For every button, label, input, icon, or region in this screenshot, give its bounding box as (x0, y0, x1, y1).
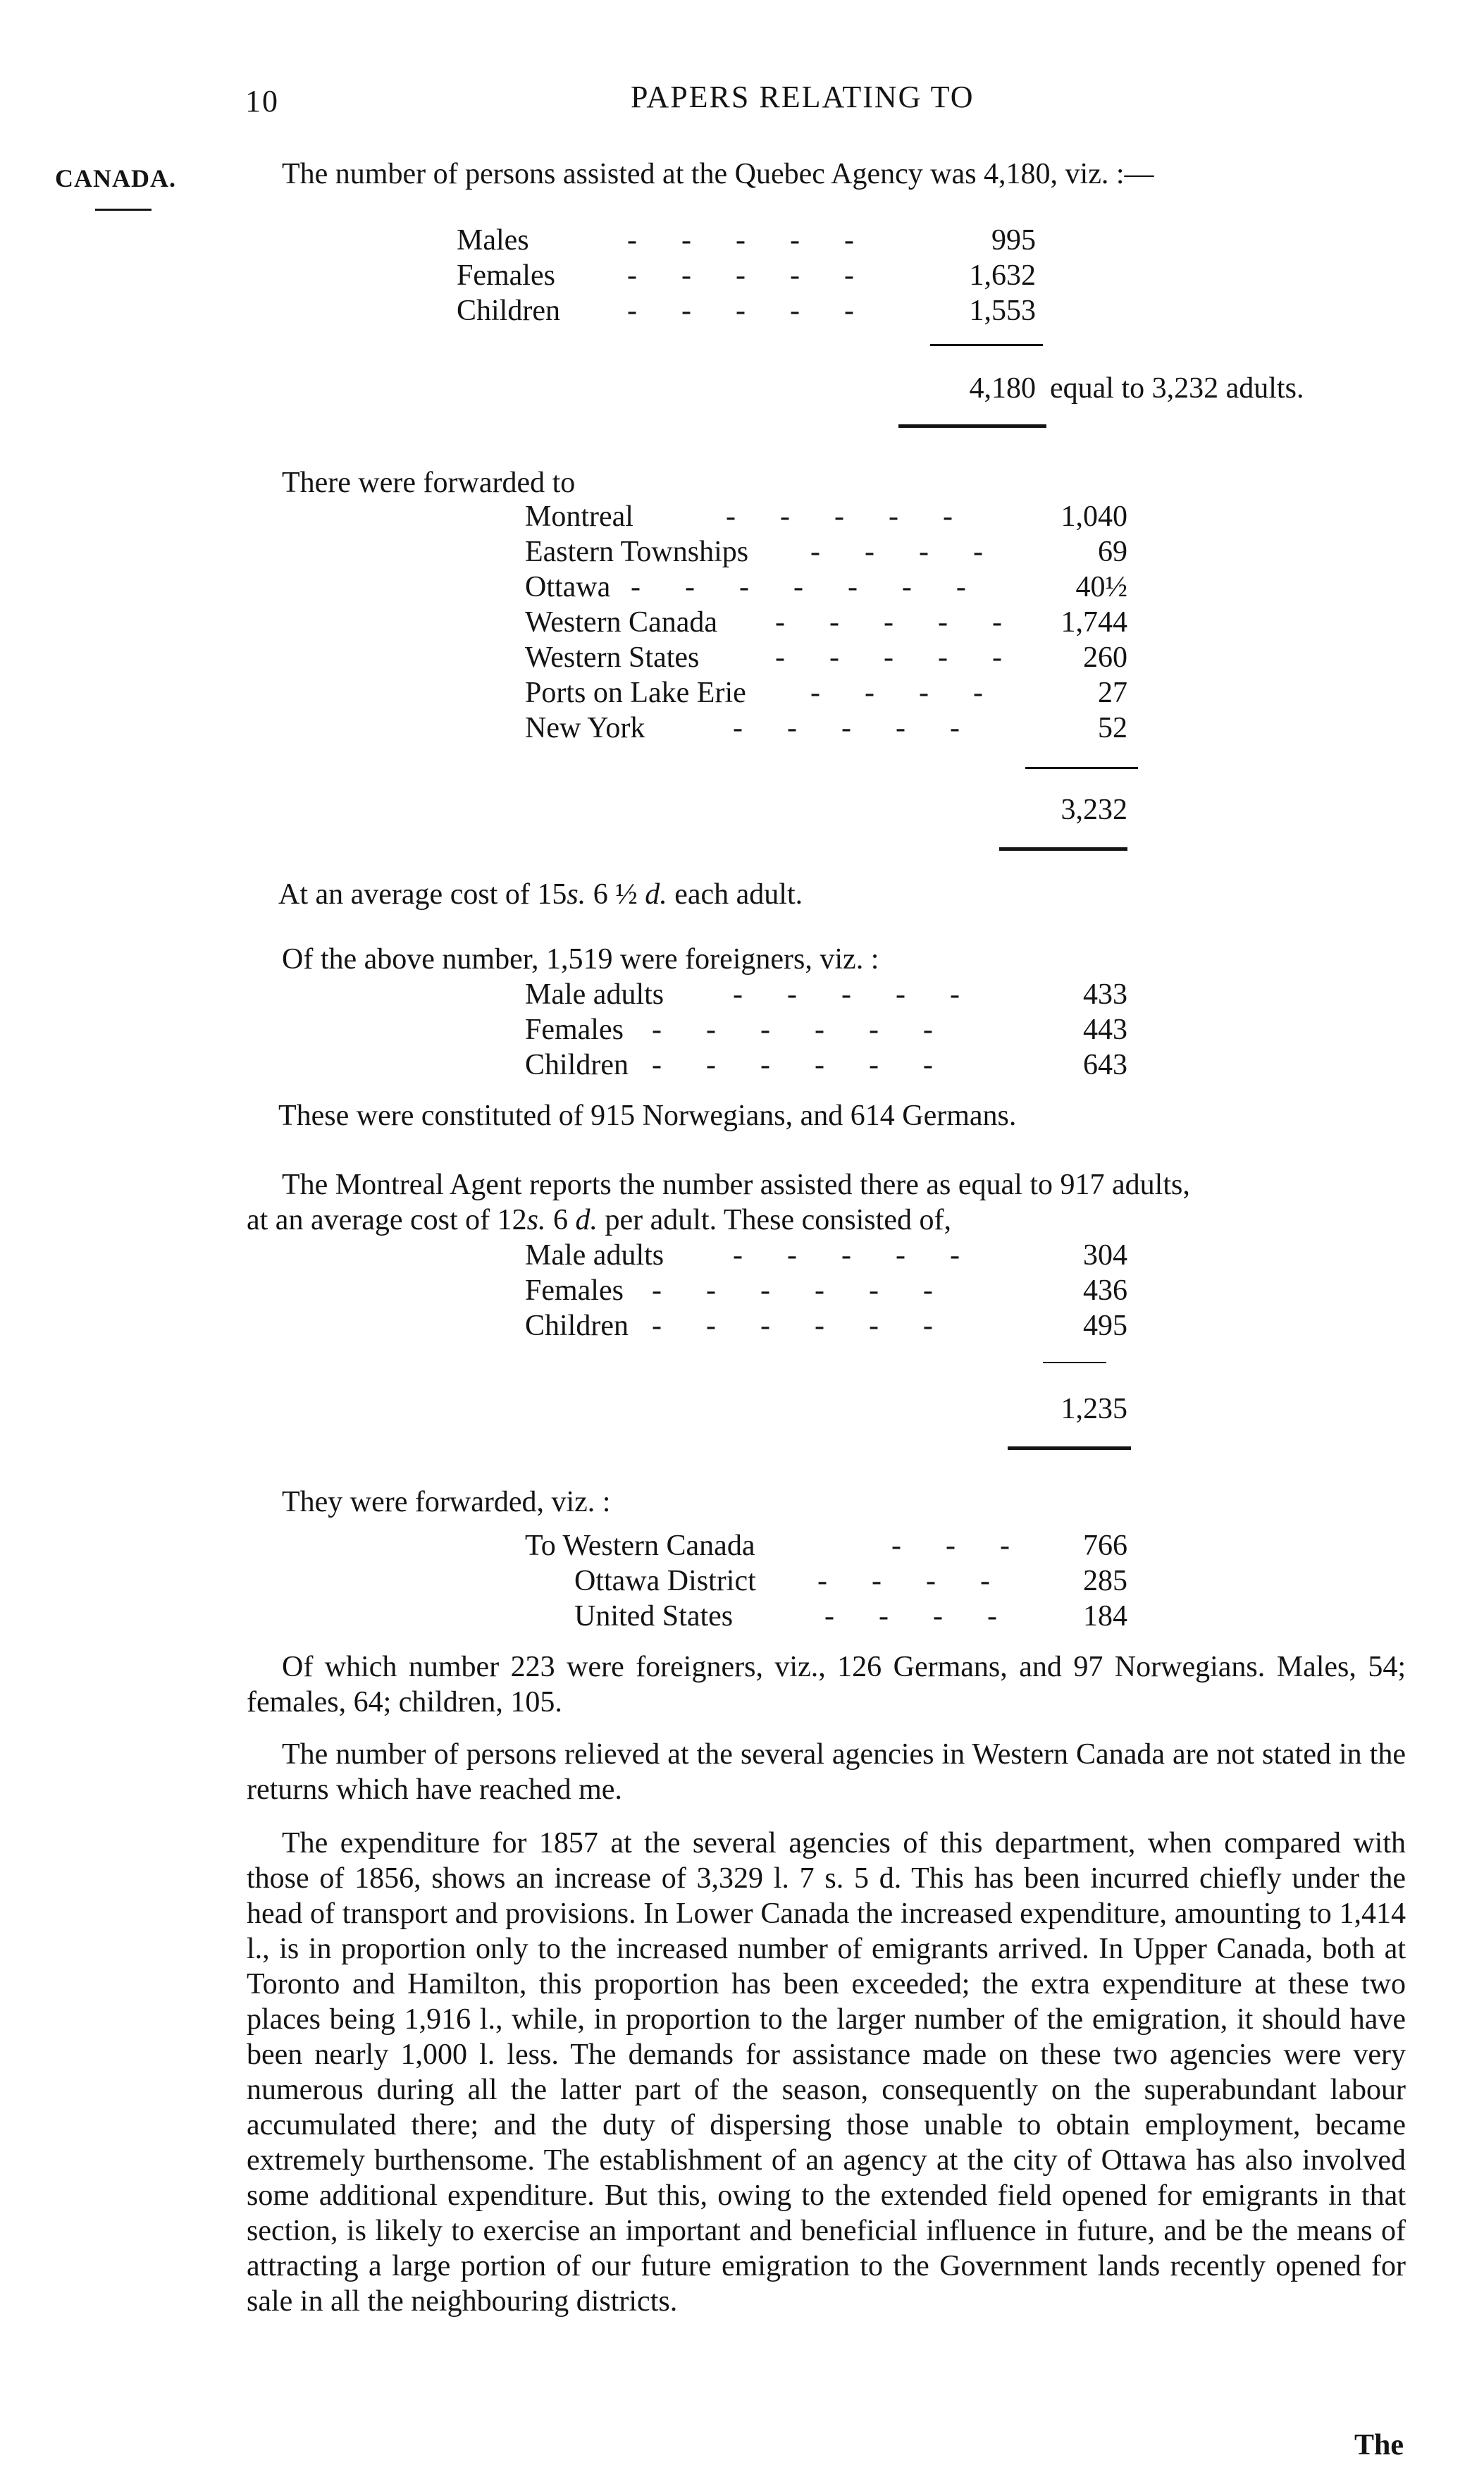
table-row-value: 495 (1083, 1310, 1127, 1342)
table-row-value: 260 (1083, 641, 1127, 674)
table-row-value: 69 (1098, 536, 1127, 568)
leader-dashes: - - - (891, 1530, 1010, 1562)
average-cost-line: At an average cost of 15s. 6 ½ d. each adult. (278, 878, 803, 911)
table-row-label: Females (525, 1014, 624, 1046)
table-row-value: 643 (1083, 1049, 1127, 1081)
leader-dashes: - - - - - - (652, 1274, 933, 1307)
table-row-value: 433 (1083, 978, 1127, 1011)
side-note: CANADA. (55, 164, 176, 192)
leader-dashes: - - - - - - (652, 1310, 933, 1342)
sum-rule (1043, 1362, 1106, 1363)
table-row-label: Males (457, 224, 529, 257)
paragraph-expenditure: The expenditure for 1857 at the several agencies of this department, when compared with those of 1856, shows an increase of 3,329 l. 7 s. 5 d. This has been incurred chiefly under the head of transport and provisions. In Lower Canada the increased expenditure, amounting to 1,414 l., is in proportion only to the increased number of emigrants arrived. In Upper Canada, both at Toronto and Hamilton, this proportion has been exceeded; the extra expenditure at these two places being 1,916 l., while, in proportion to the larger number of the emigration, it should have been nearly 1,000 l. less. The demands for assistance made on these two agencies were very numerous during all the latter part of the season, consequently on the superabundant labour accumulated there; and the duty of dispersing those unable to obtain employment, became extremely burthensome. The establishment of an agency at the city of Ottawa has also involved some additional expenditure. But this, owing to the extended field opened for emigrants in that section, is likely to exercise an important and beneficial influence in future, and be the means of attracting a large portion of our future emigration to the Government lands recently opened for sale in all the neighbouring districts. (247, 1827, 1406, 2318)
table-row-label: To Western Canada (525, 1530, 755, 1562)
sum-rule (930, 344, 1043, 346)
table-row-label: New York (525, 712, 645, 744)
table-row-label: Ottawa District (574, 1565, 756, 1597)
leader-dashes: - - - - - (733, 978, 960, 1011)
table-row-value: 304 (1083, 1239, 1127, 1272)
leader-dashes: - - - - - (775, 606, 1002, 639)
leader-dashes: - - - - - - (652, 1014, 933, 1046)
table-row-label: Montreal (525, 500, 633, 533)
table-row-value: 443 (1083, 1014, 1127, 1046)
table-total-value: 3,232 (1061, 794, 1127, 826)
table-row-label: Western Canada (525, 606, 717, 639)
table-total-value: 1,235 (1061, 1393, 1127, 1425)
forwarded2-intro: They were forwarded, viz. : (282, 1486, 611, 1518)
table-row-value: 40½ (1075, 571, 1127, 603)
forwarded-intro: There were forwarded to (282, 467, 576, 499)
leader-dashes: - - - - - - - (631, 571, 966, 603)
table-row-label: Ottawa (525, 571, 611, 603)
leader-dashes: - - - - - (733, 1239, 960, 1272)
table-total-value: 4,180 (969, 372, 1036, 405)
side-note-rule (95, 209, 152, 211)
table-row-value: 1,553 (969, 295, 1036, 327)
table-row-value: 1,744 (1061, 606, 1127, 639)
total-rule (999, 847, 1127, 851)
foreigners-intro: Of the above number, 1,519 were foreigners, viz. : (282, 943, 879, 976)
sum-rule (1025, 767, 1138, 769)
table-total-suffix: equal to 3,232 adults. (1050, 372, 1304, 405)
leader-dashes: - - - - - (733, 712, 960, 744)
montreal-line-1: The Montreal Agent reports the number assisted there as equal to 917 adults, (282, 1169, 1190, 1201)
table-row-label: Females (525, 1274, 624, 1307)
table-row-label: Children (525, 1049, 629, 1081)
table-row-value: 436 (1083, 1274, 1127, 1307)
leader-dashes: - - - - - (726, 500, 953, 533)
leader-dashes: - - - - (824, 1600, 997, 1632)
paragraph-foreigners: Of which number 223 were foreigners, viz., 126 Germans, and 97 Norwegians. Males, 54; females, 64; children, 105. (247, 1651, 1406, 1718)
page-number: 10 (245, 84, 279, 118)
table-row-label: Children (457, 295, 560, 327)
table-row-label: Children (525, 1310, 629, 1342)
table-row-label: Male adults (525, 1239, 664, 1272)
table-row-value: 995 (991, 224, 1036, 257)
leader-dashes: - - - - - - (652, 1049, 933, 1081)
catchword: The (1354, 2429, 1404, 2461)
table-row-label: Females (457, 259, 555, 292)
table-row-value: 184 (1083, 1600, 1127, 1632)
quebec-intro: The number of persons assisted at the Quebec Agency was 4,180, viz. :— (282, 158, 1154, 190)
running-title: PAPERS RELATING TO (631, 80, 975, 114)
total-rule (1008, 1446, 1131, 1450)
foreigners-summary: These were constituted of 915 Norwegians, and 614 Germans. (278, 1100, 1017, 1132)
montreal-line-2: at an average cost of 12s. 6 d. per adult. These consisted of, (247, 1204, 951, 1236)
table-row-value: 52 (1098, 712, 1127, 744)
leader-dashes: - - - - - (627, 295, 854, 327)
total-rule (898, 424, 1046, 428)
leader-dashes: - - - - - (775, 641, 1002, 674)
paragraph-western-canada: The number of persons relieved at the several agencies in Western Canada are not stated in the returns which have reached me. (247, 1738, 1406, 1806)
table-row-value: 1,632 (969, 259, 1036, 292)
table-row-label: Eastern Townships (525, 536, 749, 568)
leader-dashes: - - - - (810, 677, 983, 709)
table-row-label: Male adults (525, 978, 664, 1011)
table-row-label: United States (574, 1600, 734, 1632)
table-row-value: 27 (1098, 677, 1127, 709)
leader-dashes: - - - - - (627, 224, 854, 257)
table-row-value: 285 (1083, 1565, 1127, 1597)
table-row-label: Ports on Lake Erie (525, 677, 746, 709)
table-row-value: 766 (1083, 1530, 1127, 1562)
leader-dashes: - - - - - (627, 259, 854, 292)
table-row-value: 1,040 (1061, 500, 1127, 533)
leader-dashes: - - - - (810, 536, 983, 568)
leader-dashes: - - - - (817, 1565, 990, 1597)
table-row-label: Western States (525, 641, 700, 674)
